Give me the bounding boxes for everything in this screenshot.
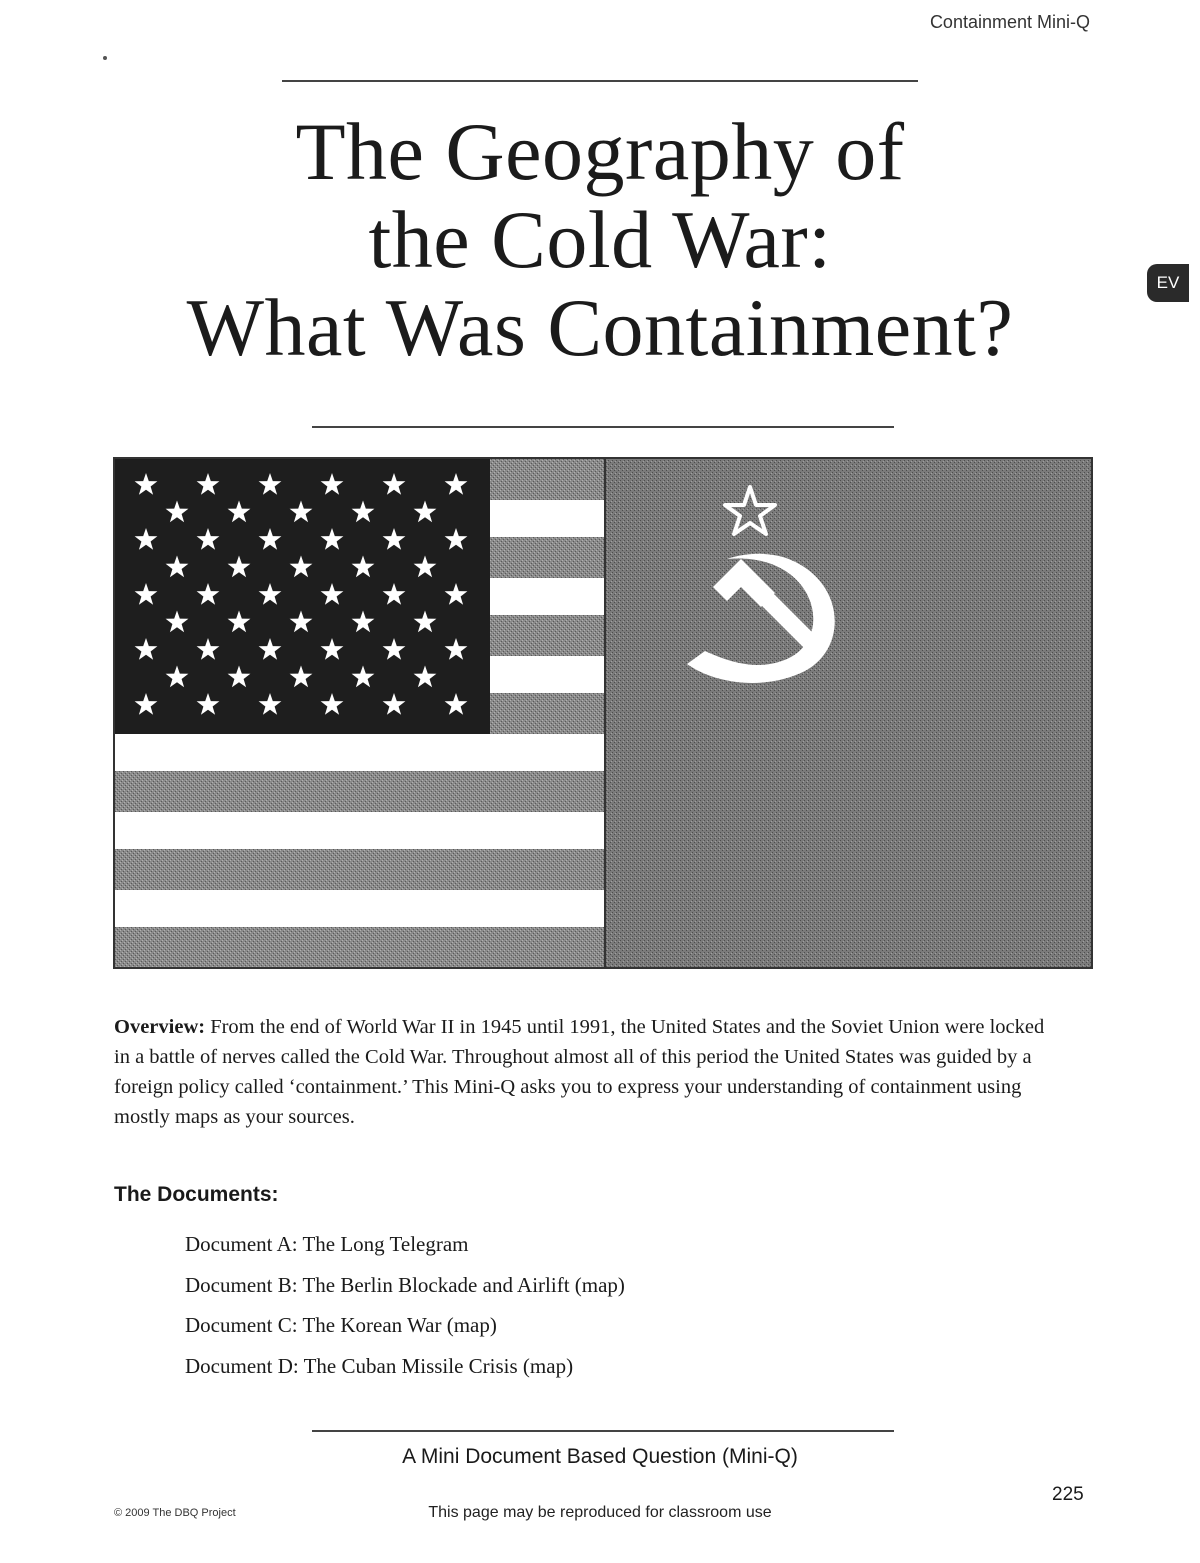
documents-list bbox=[185, 1224, 625, 1386]
copyright-notice: © 2009 The DBQ Project bbox=[114, 1507, 236, 1519]
reproduction-note: This page may be reproduced for classroom use bbox=[428, 1504, 772, 1521]
list-item: Document B: The Berlin Blockade and Airlift (map) bbox=[185, 1272, 625, 1297]
scan-speck bbox=[103, 56, 107, 60]
title-line-3: What Was Containment? bbox=[186, 282, 1014, 373]
footer-rule bbox=[312, 1430, 894, 1432]
overview-label: Overview: bbox=[114, 1016, 206, 1038]
list-item: Document A: The Long Telegram bbox=[185, 1232, 469, 1256]
page-number: 225 bbox=[1052, 1484, 1084, 1505]
title-line-2: the Cold War: bbox=[368, 194, 832, 285]
page-title bbox=[100, 108, 1100, 372]
documents-heading: The Documents: bbox=[114, 1183, 279, 1206]
running-header: Containment Mini-Q bbox=[929, 12, 1090, 32]
title-bottom-rule bbox=[312, 426, 894, 428]
flags-illustration bbox=[113, 457, 1093, 969]
list-item: Document C: The Korean War (map) bbox=[185, 1313, 497, 1337]
us-flag bbox=[115, 459, 605, 967]
title-line-1: The Geography of bbox=[295, 106, 905, 197]
section-tab-ev: EV bbox=[1147, 264, 1189, 302]
title-top-rule bbox=[282, 80, 918, 82]
soviet-flag bbox=[606, 459, 1091, 967]
footer-title: A Mini Document Based Question (Mini-Q) bbox=[402, 1445, 798, 1468]
us-canton bbox=[115, 459, 490, 734]
list-item: Document D: The Cuban Missile Crisis (map) bbox=[185, 1353, 574, 1378]
overview-text: From the end of World War II in 1945 until 1991, the United States and the Soviet Union were locked in a battle of nerves called the Cold War. Throughout almost all of this period the United States was guided by a foreign policy called ‘containment.’ This Mini-Q asks you to express your understanding of containment using mostly maps as your sources. bbox=[114, 1016, 1045, 1128]
overview-paragraph bbox=[114, 1012, 1054, 1132]
